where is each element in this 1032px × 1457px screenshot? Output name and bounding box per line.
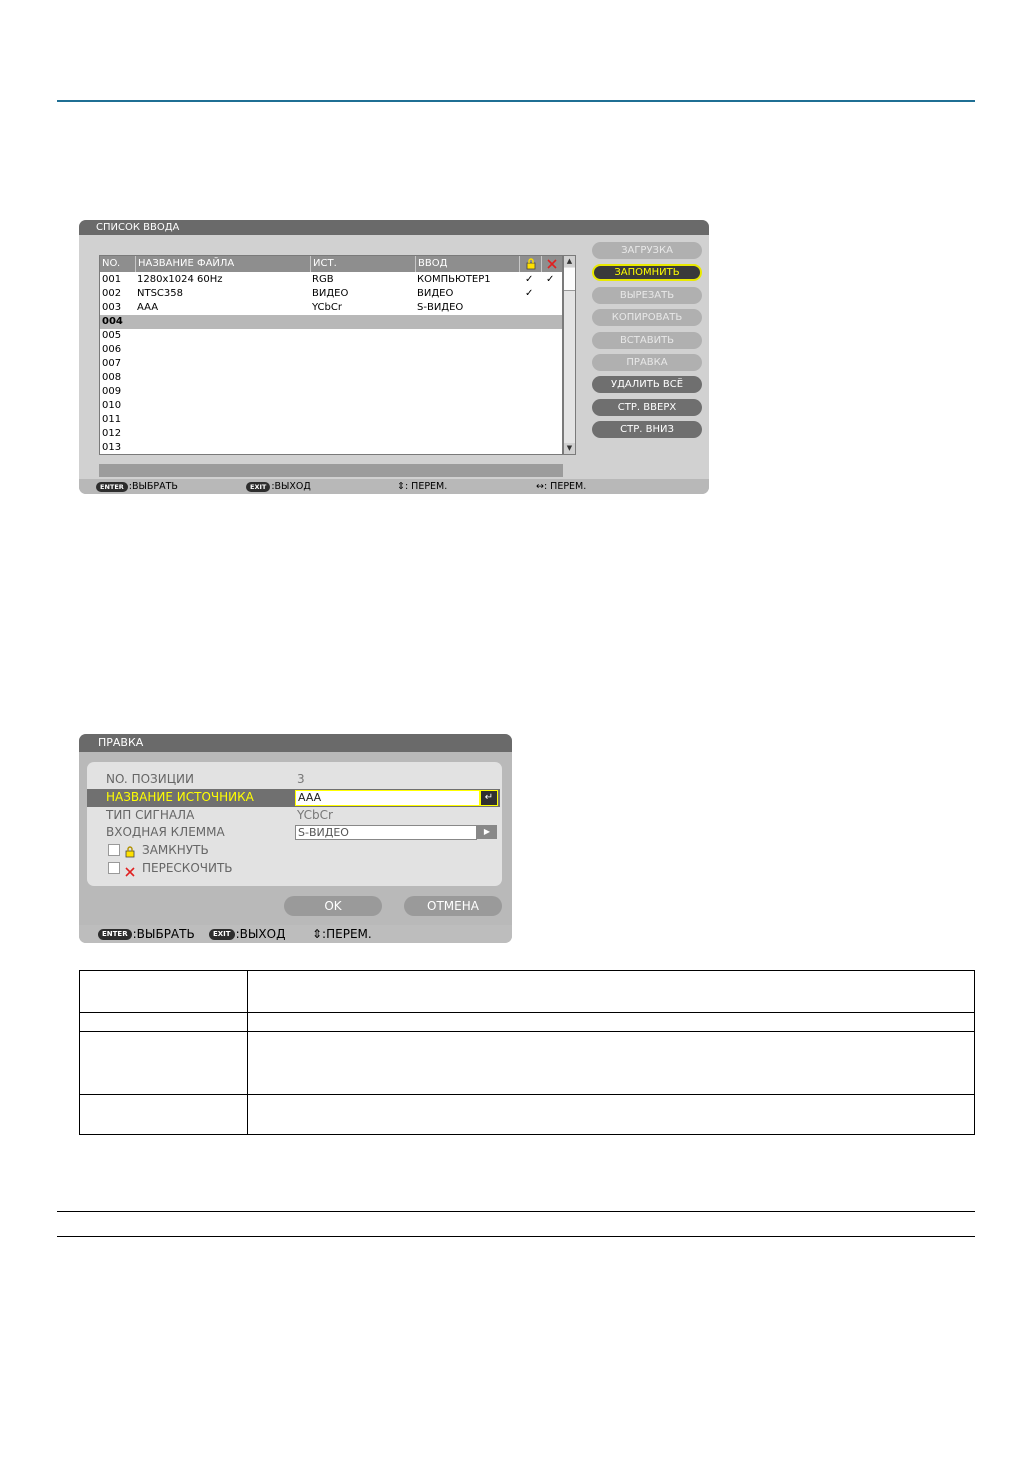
enter-hint: ENTER :ВЫБРАТЬ xyxy=(96,479,178,494)
table-row xyxy=(80,971,975,1013)
col-input: ВВОД xyxy=(415,256,519,272)
source-name-label: НАЗВАНИЕ ИСТОЧНИКА xyxy=(106,790,254,804)
updown-hint: ⇕:ПЕРЕМ. xyxy=(312,927,372,941)
scroll-up-icon[interactable]: ▲ xyxy=(564,256,575,267)
edit-dialog xyxy=(79,734,512,943)
cell-no: 005 xyxy=(102,330,122,341)
load-button[interactable]: ЗАГРУЗКА xyxy=(592,242,702,259)
skip-label: ПЕРЕСКОЧИТЬ xyxy=(142,861,233,875)
exit-hint: EXIT :ВЫХОД xyxy=(209,925,285,943)
list-item[interactable] xyxy=(100,427,562,441)
cell-no: 001 xyxy=(102,274,122,285)
horizontal-scrollbar[interactable] xyxy=(99,464,563,477)
enter-key-icon: ENTER xyxy=(98,929,132,940)
leftright-hint: ↔: ПЕРЕМ. xyxy=(536,481,587,492)
save-button[interactable]: ЗАПОМНИТЬ xyxy=(592,264,702,281)
col-source: ИСТ. xyxy=(310,256,415,272)
input-terminal-select[interactable]: S-ВИДЕО xyxy=(295,825,477,840)
cell-no: 009 xyxy=(102,386,122,397)
list-item[interactable] xyxy=(100,385,562,399)
list-item[interactable] xyxy=(100,329,562,343)
dialog-body xyxy=(79,235,709,479)
cell-no: 012 xyxy=(102,428,122,439)
dialog-title: СПИСОК ВВОДА xyxy=(79,220,709,235)
updown-hint: ⇕: ПЕРЕМ. xyxy=(397,481,448,492)
lock-icon xyxy=(519,256,541,272)
scroll-down-icon[interactable]: ▼ xyxy=(564,443,575,454)
cell-source: ВИДЕО xyxy=(312,288,349,299)
cancel-button[interactable]: ОТМЕНА xyxy=(404,896,502,916)
enter-key-icon: ENTER xyxy=(96,482,128,492)
list-item[interactable] xyxy=(100,287,562,301)
signal-type-value: YCbCr xyxy=(297,808,333,822)
list-item[interactable] xyxy=(100,343,562,357)
divider xyxy=(57,1211,975,1212)
list-item[interactable] xyxy=(100,357,562,371)
table-row xyxy=(80,1095,975,1135)
dialog-footer xyxy=(79,479,709,494)
description-table xyxy=(79,970,975,1135)
copy-button[interactable]: КОПИРОВАТЬ xyxy=(592,309,702,326)
skip-icon xyxy=(125,862,135,881)
list-item[interactable] xyxy=(100,413,562,427)
table-row xyxy=(80,1013,975,1032)
cell-no: 011 xyxy=(102,414,122,425)
exit-hint: EXIT :ВЫХОД xyxy=(246,479,311,494)
lock-icon xyxy=(125,843,135,862)
source-name-input[interactable]: AAA xyxy=(295,790,480,806)
cut-button[interactable]: ВЫРЕЗАТЬ xyxy=(592,287,702,304)
vertical-scrollbar[interactable] xyxy=(563,255,576,455)
cell-lock: ✓ xyxy=(525,274,534,285)
list-item[interactable] xyxy=(100,371,562,385)
list-item[interactable] xyxy=(100,315,562,329)
cell-no: 004 xyxy=(102,316,123,327)
list-item[interactable] xyxy=(100,399,562,413)
delete-all-button[interactable]: УДАЛИТЬ ВСЁ xyxy=(592,376,702,393)
lock-label: ЗАМКНУТЬ xyxy=(142,843,209,857)
lock-checkbox[interactable] xyxy=(108,844,120,856)
list-item[interactable] xyxy=(100,273,562,287)
cell-no: 008 xyxy=(102,372,122,383)
signal-type-label: ТИП СИГНАЛА xyxy=(106,808,195,822)
scroll-thumb[interactable] xyxy=(564,268,575,291)
table-header xyxy=(100,256,562,272)
skip-checkbox[interactable] xyxy=(108,862,120,874)
exit-key-icon: EXIT xyxy=(246,482,270,492)
divider xyxy=(57,1236,975,1237)
list-item[interactable] xyxy=(100,441,562,455)
cell-name: AAA xyxy=(137,302,159,313)
edit-button[interactable]: ПРАВКА xyxy=(592,354,702,371)
cell-skip: ✓ xyxy=(546,274,555,285)
page-up-button[interactable]: СТР. ВВЕРХ xyxy=(592,399,702,416)
input-list-table[interactable] xyxy=(99,255,563,455)
ok-button[interactable]: OK xyxy=(284,896,382,916)
cell-no: 013 xyxy=(102,442,122,453)
enter-hint: ENTER :ВЫБРАТЬ xyxy=(98,925,195,943)
list-item[interactable] xyxy=(100,301,562,315)
cell-no: 010 xyxy=(102,400,122,411)
cell-source: RGB xyxy=(312,274,334,285)
input-terminal-label: ВХОДНАЯ КЛЕММА xyxy=(106,825,225,839)
cell-no: 006 xyxy=(102,344,122,355)
cell-lock: ✓ xyxy=(525,288,534,299)
cell-name: NTSC358 xyxy=(137,288,184,299)
position-label: NO. ПОЗИЦИИ xyxy=(106,772,194,786)
cell-no: 003 xyxy=(102,302,122,313)
cell-name: 1280x1024 60Hz xyxy=(137,274,223,285)
enter-icon[interactable]: ↵ xyxy=(480,790,498,806)
cell-no: 007 xyxy=(102,358,122,369)
paste-button[interactable]: ВСТАВИТЬ xyxy=(592,332,702,349)
page-down-button[interactable]: СТР. ВНИЗ xyxy=(592,421,702,438)
dialog-title: ПРАВКА xyxy=(79,734,512,752)
cell-input: ВИДЕО xyxy=(417,288,454,299)
col-name: НАЗВАНИЕ ФАЙЛА xyxy=(135,256,310,272)
table-row xyxy=(80,1032,975,1095)
play-arrow-icon[interactable]: ▶ xyxy=(477,825,497,839)
cell-input: S-ВИДЕО xyxy=(417,302,464,313)
position-value: 3 xyxy=(297,772,305,786)
col-no: NO. xyxy=(102,258,121,269)
cell-no: 002 xyxy=(102,288,122,299)
exit-key-icon: EXIT xyxy=(209,929,235,940)
cell-input: КОМПЬЮТЕР1 xyxy=(417,274,491,285)
input-list-dialog xyxy=(79,220,709,494)
cell-source: YCbCr xyxy=(312,302,342,313)
skip-icon xyxy=(541,256,562,272)
dialog-footer xyxy=(79,925,512,943)
top-rule xyxy=(57,100,975,102)
